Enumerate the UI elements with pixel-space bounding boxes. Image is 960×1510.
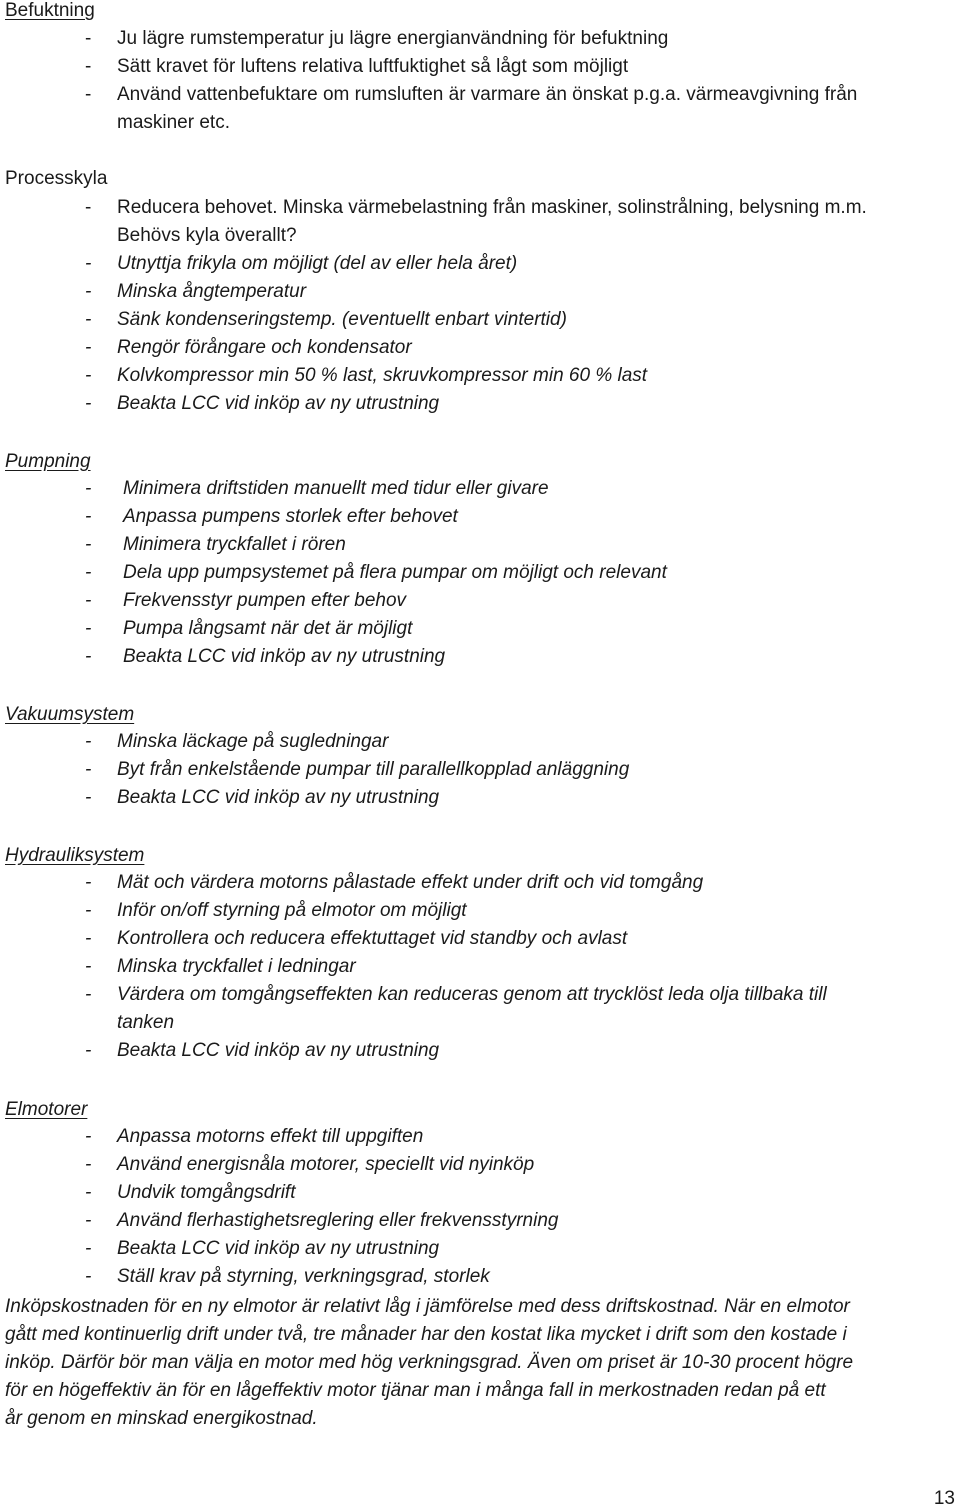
- bullet-dash: -: [85, 956, 92, 977]
- bullet-dash: -: [85, 646, 92, 667]
- bullet-dash: -: [85, 618, 92, 639]
- heading-hydrauliksystem: Hydrauliksystem: [5, 845, 145, 866]
- list-item-text: Undvik tomgångsdrift: [117, 1182, 296, 1203]
- paragraph-line: gått med kontinuerlig drift under två, tre månader har den kostat lika mycket i drift som den kostade i: [5, 1324, 847, 1345]
- list-item-text: Beakta LCC vid inköp av ny utrustning: [117, 1040, 440, 1061]
- bullet-dash: -: [85, 787, 92, 808]
- bullet-dash: -: [85, 928, 92, 949]
- list-item-text: Inför on/off styrning på elmotor om möjligt: [117, 900, 467, 921]
- bullet-dash: -: [85, 337, 92, 358]
- bullet-dash: -: [85, 1266, 92, 1287]
- list-item-text: Beakta LCC vid inköp av ny utrustning: [123, 646, 446, 667]
- list-item-text: Minska ångtemperatur: [117, 281, 307, 302]
- list-item-text: Dela upp pumpsystemet på flera pumpar om möjligt och relevant: [123, 562, 667, 583]
- bullet-dash: -: [85, 984, 92, 1005]
- list-item-text: Värdera om tomgångseffekten kan reduceras genom att trycklöst leda olja tillbaka till: [117, 984, 827, 1005]
- bullet-dash: -: [85, 365, 92, 386]
- list-item-text: Reducera behovet. Minska värmebelastning från maskiner, solinstrålning, belysning m.m.: [117, 197, 867, 218]
- heading-pumpning: Pumpning: [5, 451, 91, 472]
- list-item-text: Pumpa långsamt när det är möjligt: [123, 618, 413, 639]
- list-item-text: Kontrollera och reducera effektuttaget vid standby och avlast: [117, 928, 628, 949]
- bullet-dash: -: [85, 1182, 92, 1203]
- list-item-text: Minska tryckfallet i ledningar: [117, 956, 356, 977]
- list-item-text: Ju lägre rumstemperatur ju lägre energianvändning för befuktning: [117, 28, 669, 49]
- paragraph-line: år genom en minskad energikostnad.: [5, 1408, 318, 1429]
- heading-processkyla: Processkyla: [5, 168, 108, 189]
- bullet-dash: -: [85, 731, 92, 752]
- list-item-text: Behövs kyla överallt?: [117, 225, 297, 246]
- list-item-text: Anpassa motorns effekt till uppgiften: [117, 1126, 424, 1147]
- bullet-dash: -: [85, 197, 92, 218]
- bullet-dash: -: [85, 1238, 92, 1259]
- list-item-text: tanken: [117, 1012, 175, 1033]
- heading-vakuumsystem: Vakuumsystem: [5, 704, 135, 725]
- list-item-text: Mät och värdera motorns pålastade effekt under drift och vid tomgång: [117, 872, 704, 893]
- bullet-dash: -: [85, 478, 92, 499]
- list-item-text: Beakta LCC vid inköp av ny utrustning: [117, 1238, 440, 1259]
- list-item-text: maskiner etc.: [117, 112, 230, 133]
- bullet-dash: -: [85, 253, 92, 274]
- bullet-dash: -: [85, 562, 92, 583]
- bullet-dash: -: [85, 84, 92, 105]
- list-item-text: Anpassa pumpens storlek efter behovet: [123, 506, 458, 527]
- list-item-text: Rengör förångare och kondensator: [117, 337, 412, 358]
- bullet-dash: -: [85, 393, 92, 414]
- list-item-text: Använd vattenbefuktare om rumsluften är varmare än önskat p.g.a. värmeavgivning från: [117, 84, 858, 105]
- list-item-text: Sänk kondenseringstemp. (eventuellt enbart vintertid): [117, 309, 567, 330]
- list-item-text: Minimera driftstiden manuellt med tidur eller givare: [123, 478, 549, 499]
- list-item-text: Minska läckage på sugledningar: [117, 731, 389, 752]
- paragraph-line: för en högeffektiv än för en lågeffektiv motor tjänar man i många fall in merkostnaden redan på ett: [5, 1380, 826, 1401]
- page-number: 13: [933, 1488, 955, 1509]
- paragraph-line: inköp. Därför bör man välja en motor med hög verkningsgrad. Även om priset är 10-30 procent högre: [5, 1352, 854, 1373]
- bullet-dash: -: [85, 28, 92, 49]
- bullet-dash: -: [85, 56, 92, 77]
- list-item-text: Minimera tryckfallet i rören: [123, 534, 346, 555]
- heading-befuktning: Befuktning: [5, 0, 95, 21]
- bullet-dash: -: [85, 1154, 92, 1175]
- paragraph-line: Inköpskostnaden för en ny elmotor är relativt låg i jämförelse med dess driftskostnad. När en elmotor: [5, 1296, 850, 1317]
- list-item-text: Beakta LCC vid inköp av ny utrustning: [117, 393, 440, 414]
- list-item-text: Ställ krav på styrning, verkningsgrad, storlek: [117, 1266, 490, 1287]
- bullet-dash: -: [85, 872, 92, 893]
- bullet-dash: -: [85, 759, 92, 780]
- bullet-dash: -: [85, 590, 92, 611]
- list-item-text: Använd energisnåla motorer, speciellt vid nyinköp: [117, 1154, 535, 1175]
- bullet-dash: -: [85, 506, 92, 527]
- bullet-dash: -: [85, 534, 92, 555]
- bullet-dash: -: [85, 309, 92, 330]
- bullet-dash: -: [85, 1040, 92, 1061]
- list-item-text: Sätt kravet för luftens relativa luftfuktighet så lågt som möjligt: [117, 56, 629, 77]
- bullet-dash: -: [85, 1210, 92, 1231]
- heading-elmotorer: Elmotorer: [5, 1099, 88, 1120]
- bullet-dash: -: [85, 1126, 92, 1147]
- list-item-text: Frekvensstyr pumpen efter behov: [123, 590, 407, 611]
- bullet-dash: -: [85, 900, 92, 921]
- list-item-text: Byt från enkelstående pumpar till parallellkopplad anläggning: [117, 759, 630, 780]
- list-item-text: Använd flerhastighetsreglering eller frekvensstyrning: [117, 1210, 559, 1231]
- list-item-text: Beakta LCC vid inköp av ny utrustning: [117, 787, 440, 808]
- list-item-text: Kolvkompressor min 50 % last, skruvkompressor min 60 % last: [117, 365, 648, 386]
- list-item-text: Utnyttja frikyla om möjligt (del av eller hela året): [117, 253, 518, 274]
- bullet-dash: -: [85, 281, 92, 302]
